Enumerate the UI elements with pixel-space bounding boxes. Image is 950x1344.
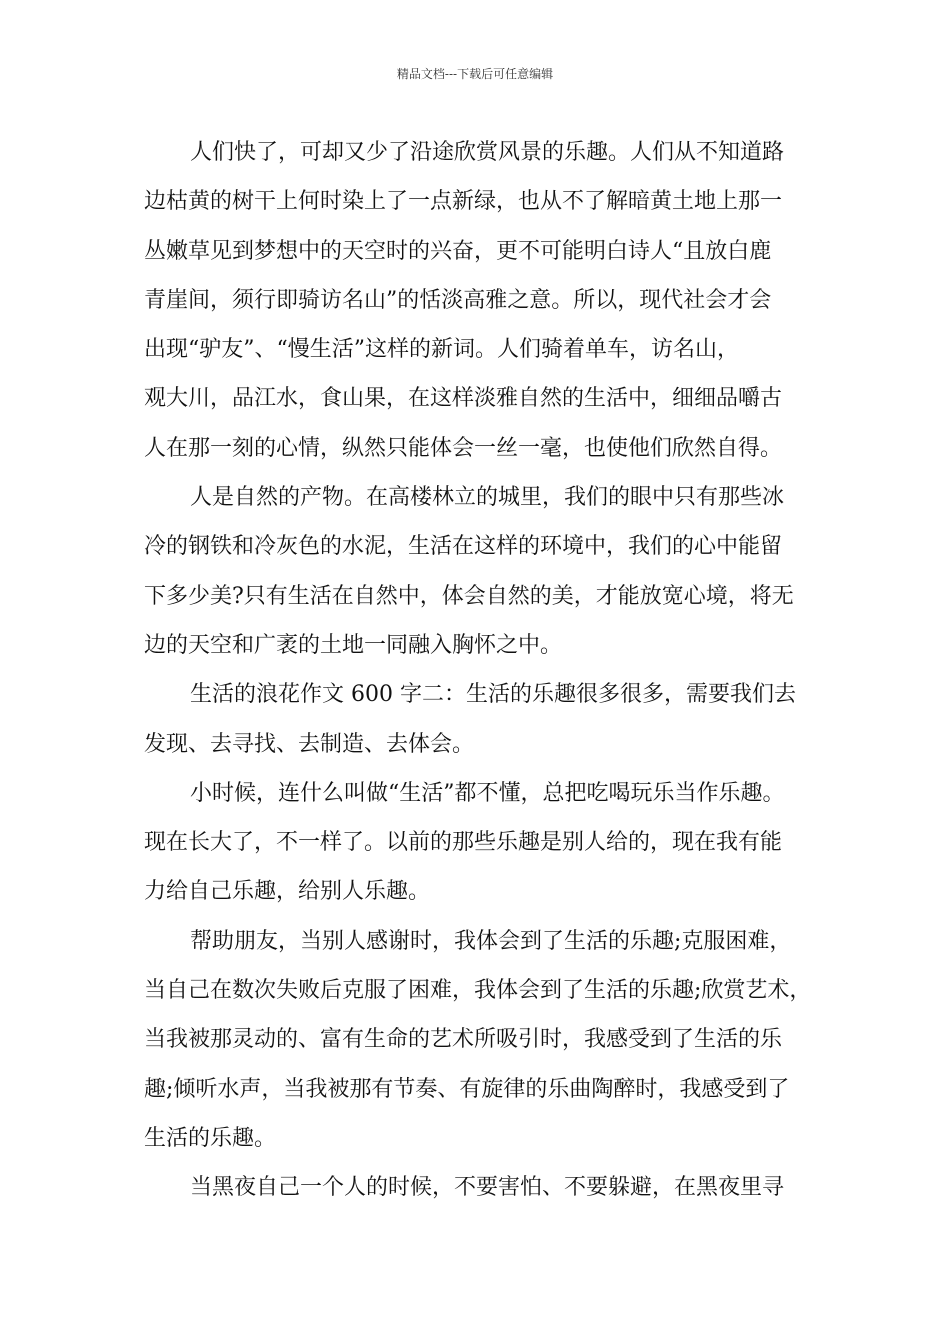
text-line: 帮助朋友，当别人感谢时，我体会到了生活的乐趣;克服困难， bbox=[190, 928, 792, 954]
text-line: 人们快了，可却又少了沿途欣赏风景的乐趣。人们从不知道路 bbox=[190, 140, 785, 165]
text-line: 现在长大了，不一样了。以前的那些乐趣是别人给的，现在我有能 bbox=[144, 830, 783, 856]
text-line: 当我被那灵动的、富有生命的艺术所吸引时，我感受到了生活的乐 bbox=[144, 1027, 783, 1053]
text-line: 小时候，连什么叫做“生活”都不懂，总把吃喝玩乐当作乐趣。 bbox=[190, 780, 785, 806]
text-line: 当自己在数次失败后克服了困难，我体会到了生活的乐趣;欣赏艺术， bbox=[144, 978, 812, 1004]
text-line: 观大川，品江水，食山果，在这样淡雅自然的生活中，细细品嚼古 bbox=[144, 386, 783, 412]
text-line: 生活的乐趣。 bbox=[144, 1125, 277, 1151]
paragraph bbox=[144, 128, 806, 473]
text-line: 下多少美?只有生活在自然中，体会自然的美，才能放宽心境，将无 bbox=[144, 583, 794, 609]
page-header: 精品文档---下载后可任意编辑 bbox=[396, 67, 554, 81]
text-line: 发现、去寻找、去制造、去体会。 bbox=[144, 731, 475, 757]
text-line: 人是自然的产物。在高楼林立的城里，我们的眼中只有那些冰 bbox=[190, 485, 785, 511]
text-line: 冷的钢铁和冷灰色的水泥，生活在这样的环境中，我们的心中能留 bbox=[144, 534, 783, 560]
text-line: 边枯黄的树干上何时染上了一点新绿，也从不了解暗黄土地上那一 bbox=[144, 189, 783, 215]
text-line: 生活的浪花作文 600 字二：生活的乐趣很多很多，需要我们去 bbox=[190, 682, 796, 708]
paragraph bbox=[144, 917, 812, 1163]
document-body bbox=[144, 128, 812, 1213]
paragraph bbox=[144, 1163, 806, 1212]
text-line: 趣;倾听水声，当我被那有节奏、有旋律的乐曲陶醉时，我感受到了 bbox=[144, 1076, 790, 1102]
text-line: 丛嫩草见到梦想中的天空时的兴奋，更不可能明白诗人“且放白鹿 bbox=[144, 238, 772, 264]
paragraph bbox=[144, 473, 806, 670]
paragraph bbox=[144, 670, 806, 769]
text-line: 人在那一刻的心情，纵然只能体会一丝一毫，也使他们欣然自得。 bbox=[144, 435, 783, 461]
text-line: 出现“驴友”、“慢生活”这样的新词。人们骑着单车，访名山， bbox=[144, 337, 739, 363]
text-line: 力给自己乐趣，给别人乐趣。 bbox=[144, 879, 431, 905]
text-line: 青崖间，须行即骑访名山”的恬淡高雅之意。所以，现代社会才会 bbox=[144, 287, 772, 313]
text-line: 当黑夜自己一个人的时候，不要害怕、不要躲避，在黑夜里寻 bbox=[190, 1175, 785, 1201]
paragraph bbox=[144, 769, 806, 917]
text-line: 边的天空和广袤的土地一同融入胸怀之中。 bbox=[144, 632, 563, 658]
